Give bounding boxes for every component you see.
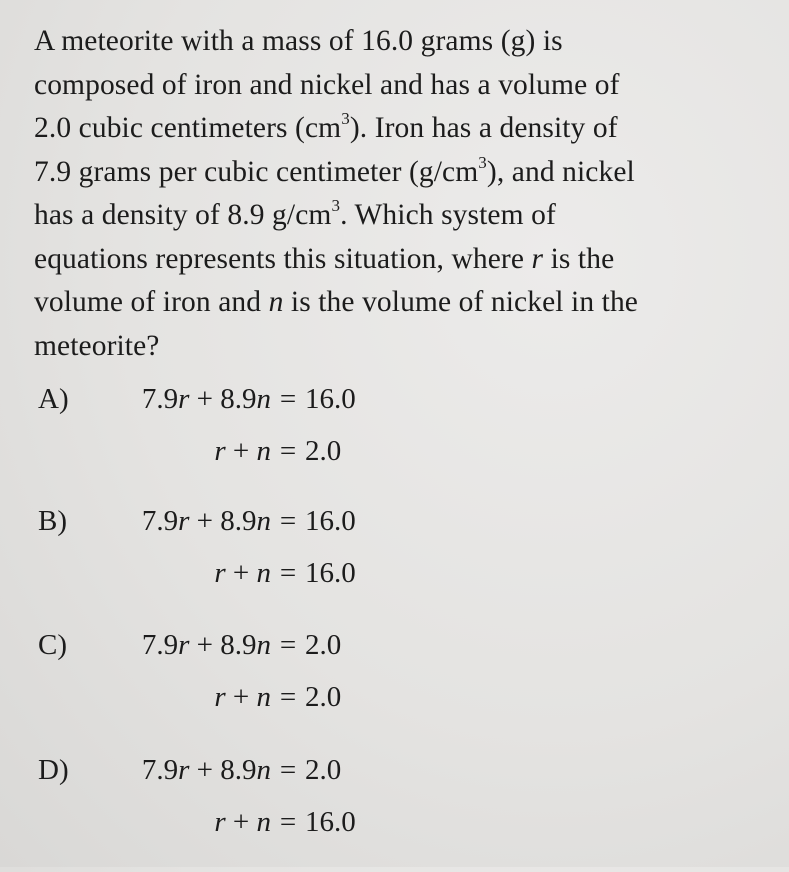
question-line: A meteorite with a mass of 16.0 grams (g) is [34, 25, 563, 57]
question-line: equations represents this situation, where r is the [34, 242, 615, 275]
equation-2: r + n = 16.0 [214, 806, 356, 838]
question-line: meteorite? [34, 329, 160, 362]
equation-1: 7.9r + 8.9n = 16.0 [141, 505, 356, 537]
question-line: has a density of 8.9 $g/cm^3$. Which system of [34, 196, 556, 231]
choice-letter: C) [38, 629, 67, 661]
superscript: 3 [341, 109, 350, 129]
superscript: 3 [478, 152, 487, 172]
answer-choice-c[interactable] [38, 627, 738, 747]
answer-choice-d[interactable] [38, 752, 738, 872]
superscript: 3 [331, 196, 341, 216]
answer-choice-b[interactable] [38, 503, 738, 623]
question-line: 7.9 grams per cubic centimeter $(g/cm^3)$, and nickel [34, 152, 635, 188]
equation-2: r + n = 2.0 [214, 681, 342, 713]
question-text [34, 20, 779, 368]
equation-1: 7.9r + 8.9n = 16.0 [141, 383, 356, 415]
equation-1: 7.9r + 8.9n = 2.0 [141, 754, 342, 786]
question-line: volume of iron and n is the volume of nickel in the [34, 286, 639, 318]
choice-letter: D) [38, 754, 69, 786]
choice-letter: A) [38, 383, 69, 415]
equation-1: 7.9r + 8.9n = 2.0 [141, 629, 342, 661]
variable-n: n [268, 286, 284, 318]
variable-r: r [531, 242, 544, 275]
choice-letter: B) [38, 505, 67, 537]
question-line: composed of iron and nickel and has a volume of [34, 68, 620, 101]
equation-2: r + n = 2.0 [214, 435, 342, 467]
answer-choice-a[interactable] [38, 381, 738, 501]
question-line: 2.0 cubic centimeters $(cm^3)$. Iron has a density of [34, 109, 618, 144]
equation-2: r + n = 16.0 [214, 557, 356, 589]
